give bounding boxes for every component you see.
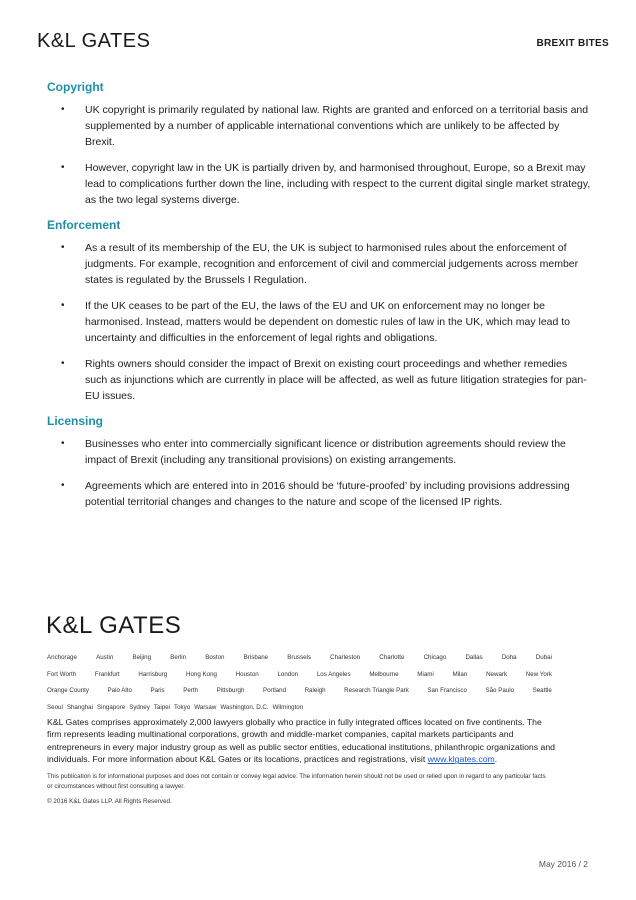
bullet-icon: •: [61, 358, 65, 369]
office-name: Perth: [183, 687, 198, 694]
about-text: K&L Gates comprises approximately 2,000 lawyers globally who practice in fully integrated offices located on five continents. The firm represents leading multinational corporations, growth and middle-market companies, capital markets participants and entrepreneurs in every major industry group as well as public sector entities, educational institutions, philanthropic organizations and individuals. For more information about K&L Gates or its locations, practices and registrations, visit: [47, 717, 556, 765]
bullet-list-enforcement: [47, 240, 592, 404]
page-footer: May 2016 / 2: [538, 859, 588, 869]
bullet-icon: •: [61, 162, 65, 173]
office-name: Brussels: [287, 654, 311, 661]
list-item: [47, 102, 592, 150]
office-name: Research Triangle Park: [344, 687, 409, 694]
website-link[interactable]: www.klgates.com: [427, 754, 495, 765]
office-name: Seattle: [532, 687, 552, 694]
office-name: Warsaw: [194, 703, 217, 711]
section-heading-enforcement: Enforcement: [47, 218, 121, 232]
list-item: [47, 298, 592, 346]
list-item: [47, 436, 592, 468]
office-name: Dubai: [535, 654, 552, 661]
office-name: San Francisco: [427, 687, 467, 694]
office-name: Fort Worth: [47, 670, 77, 678]
about-end: .: [494, 754, 498, 765]
main-content: [47, 80, 592, 520]
office-name: Portland: [262, 687, 287, 694]
office-name: Shanghai: [66, 703, 93, 711]
logo-header: K&L GATES: [37, 30, 151, 52]
office-name: Miami: [417, 670, 434, 678]
office-row: [47, 650, 552, 667]
office-name: Anchorage: [47, 654, 77, 661]
bullet-icon: •: [61, 438, 65, 449]
bullet-text: However, copyright law in the UK is partially driven by, and harmonised throughout, Europe, so a Brexit may lead to complications further down the line, including with respect to the current digital single market strategy, as the two legal systems diverge.: [85, 162, 591, 206]
office-name: Berlin: [170, 654, 187, 661]
about-paragraph: [47, 716, 555, 766]
office-name: Chicago: [423, 654, 447, 661]
office-name: Taipei: [153, 703, 171, 711]
office-name: Melbourne: [369, 670, 399, 678]
office-name: Seoul: [47, 703, 63, 711]
office-name: Orange County: [47, 687, 89, 694]
bullet-icon: •: [61, 242, 65, 253]
section-heading-copyright: Copyright: [47, 80, 104, 94]
office-name: Harrisburg: [138, 670, 168, 678]
office-name: Charlotte: [379, 654, 405, 661]
office-name: Beijing: [132, 654, 152, 661]
office-name: Raleigh: [304, 687, 326, 694]
office-name: New York: [525, 670, 552, 678]
bullet-list-licensing: [47, 436, 592, 510]
office-name: Houston: [235, 670, 259, 678]
copyright-notice: © 2016 K&L Gates LLP. All Rights Reserved.: [47, 798, 172, 805]
office-name: Paris: [150, 687, 165, 694]
office-name: Washington, D.C.: [220, 703, 269, 711]
office-name: Wilmington: [272, 703, 304, 711]
bullet-icon: •: [61, 480, 65, 491]
bullet-text: If the UK ceases to be part of the EU, the laws of the EU and UK on enforcement may no longer be harmonised. Instead, matters would be dependent on domestic rules of law in the UK, which may lead to uncertainty and difficulties in the enforcement of legal rights and obligations.: [85, 300, 571, 344]
office-name: Doha: [501, 654, 517, 661]
office-name: São Paulo: [485, 687, 515, 694]
bullet-icon: •: [61, 300, 65, 311]
office-list: [47, 650, 552, 716]
office-name: London: [277, 670, 299, 678]
bullet-icon: •: [61, 104, 65, 115]
list-item: [47, 240, 592, 288]
bullet-text: As a result of its membership of the EU, the UK is subject to harmonised rules about the enforcement of judgments. For example, recognition and enforcement of civil and commercial judgements across member states is regulated by the Brussels I Regulation.: [85, 242, 579, 286]
office-name: Newark: [486, 670, 508, 678]
bullet-text: UK copyright is primarily regulated by national law. Rights are granted and enforced on a territorial basis and supplemented by a number of applicable international conventions which are unlikely to be affected by Brexit.: [85, 104, 589, 148]
office-name: Austin: [96, 654, 114, 661]
office-row: [47, 667, 552, 684]
office-name: Pittsburgh: [216, 687, 245, 694]
bullet-text: Agreements which are entered into in 2016 should be ‘future-proofed’ by including provisions addressing potential territorial changes and changes to the nature and scope of the licensed IP rights.: [85, 480, 570, 508]
logo-footer: K&L GATES: [46, 612, 182, 639]
office-name: Palo Alto: [107, 687, 132, 694]
office-name: Hong Kong: [185, 670, 217, 678]
header-title: BREXIT BITES: [536, 38, 609, 49]
office-name: Singapore: [96, 703, 126, 711]
office-name: Los Angeles: [316, 670, 351, 678]
office-name: Sydney: [129, 703, 150, 711]
office-name: Milan: [452, 670, 468, 678]
disclaimer: This publication is for informational purposes and does not contain or convey legal advice. The information herein should not be used or relied upon in regard to any particular facts or circumstances without first consulting a lawyer.: [47, 773, 546, 790]
office-row: [47, 683, 552, 700]
bullet-text: Rights owners should consider the impact of Brexit on existing court proceedings and whether remedies such as injunctions which are currently in place will be affected, as well as future litigation strategies for pan-EU issues.: [85, 358, 587, 402]
office-name: Tokyo: [174, 703, 191, 711]
office-name: Frankfurt: [94, 670, 120, 678]
list-item: [47, 160, 592, 208]
office-name: Brisbane: [243, 654, 269, 661]
office-row: [47, 700, 552, 717]
bullet-list-copyright: [47, 102, 592, 208]
bullet-text: Businesses who enter into commercially significant licence or distribution agreements should review the impact of Brexit (including any transitional provisions) on existing arrangements.: [85, 438, 566, 466]
list-item: [47, 478, 592, 510]
section-heading-licensing: Licensing: [47, 414, 104, 428]
office-name: Boston: [205, 654, 225, 661]
office-name: Dallas: [465, 654, 483, 661]
office-name: Charleston: [330, 654, 361, 661]
list-item: [47, 356, 592, 404]
